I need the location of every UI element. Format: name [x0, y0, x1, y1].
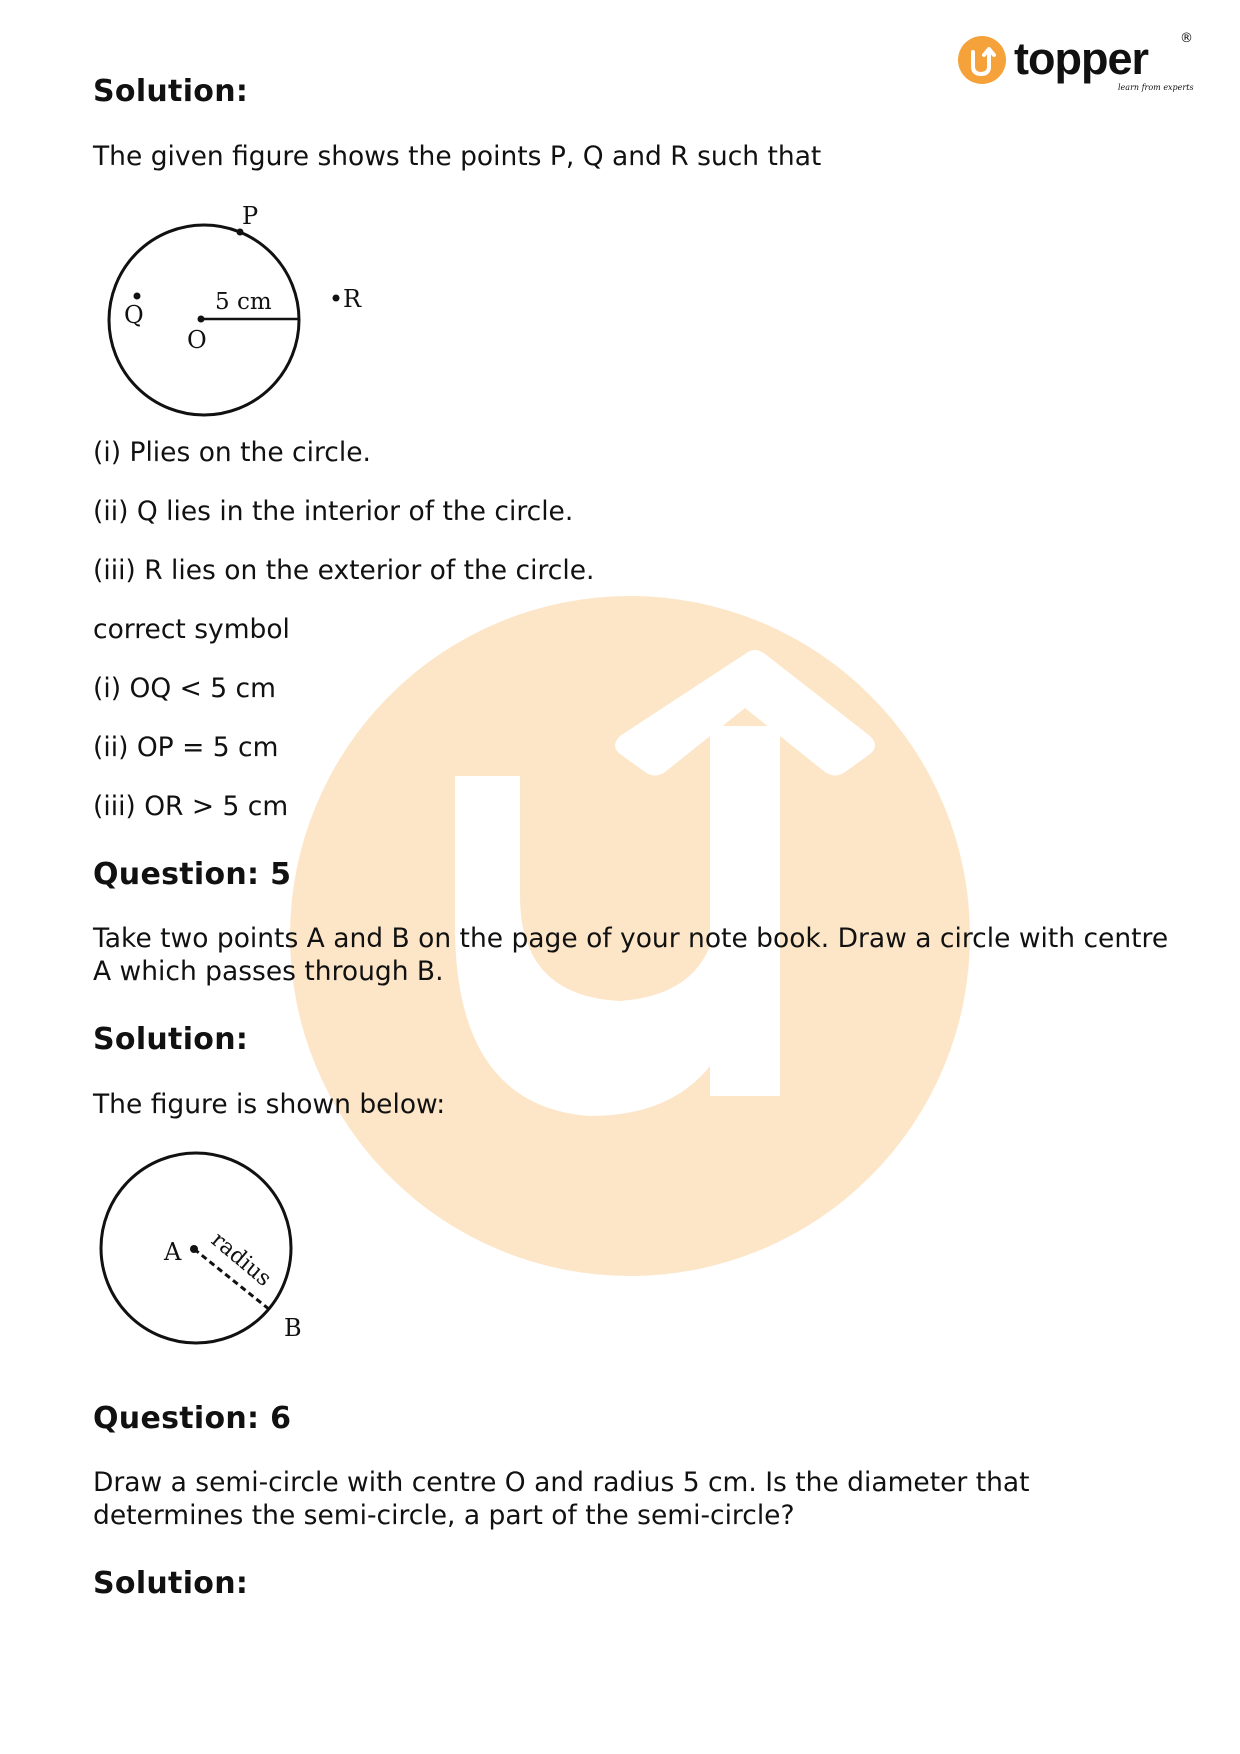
question-6-heading: Question: 6 [93, 1401, 292, 1436]
solution-heading-2: Solution: [93, 1022, 249, 1057]
logo-tagline: learn from experts [1118, 83, 1194, 92]
figure-circle-ab [92, 1150, 322, 1350]
solution-heading-3: Solution: [93, 1566, 249, 1601]
question-5-text: Take two points A and B on the page of your note book. Draw a circle with centre A which passes through B. [93, 923, 1169, 987]
center-point-o [198, 316, 205, 323]
question-6-text: Draw a semi-circle with centre O and radius 5 cm. Is the diameter that determines the semi-circle, a part of the semi-circle? [93, 1467, 1030, 1531]
item-i-p-on-circle: (i) Plies on the circle. [93, 437, 371, 468]
label-b: B [284, 1314, 302, 1342]
symbol-or: (iii) OR > 5 cm [93, 791, 289, 822]
item-ii-q-interior: (ii) Q lies in the interior of the circle. [93, 496, 574, 527]
label-radius: 5 cm [215, 289, 272, 315]
label-o: O [187, 326, 207, 354]
solution-2-text: The figure is shown below: [93, 1089, 446, 1120]
logo-circle-icon [958, 36, 1006, 84]
figure-circle-pqr [96, 200, 396, 422]
question-5-heading: Question: 5 [93, 857, 292, 892]
symbol-oq: (i) OQ < 5 cm [93, 673, 276, 704]
label-q: Q [124, 301, 144, 329]
logo-wordmark: topper [1014, 33, 1148, 84]
point-q [134, 293, 141, 300]
item-iii-r-exterior: (iii) R lies on the exterior of the circle. [93, 555, 595, 586]
label-r: R [343, 285, 362, 313]
label-p: P [242, 202, 259, 230]
label-radius-2: radius [206, 1227, 277, 1292]
point-r [333, 295, 340, 302]
logo-registered: ® [1180, 31, 1193, 46]
solution-heading-1: Solution: [93, 74, 249, 109]
brand-logo [958, 28, 1198, 104]
label-a: A [164, 1238, 182, 1266]
correct-symbol-label: correct symbol [93, 614, 290, 645]
solution-intro-text: The given figure shows the points P, Q and R such that [93, 141, 822, 172]
symbol-op: (ii) OP = 5 cm [93, 732, 279, 763]
